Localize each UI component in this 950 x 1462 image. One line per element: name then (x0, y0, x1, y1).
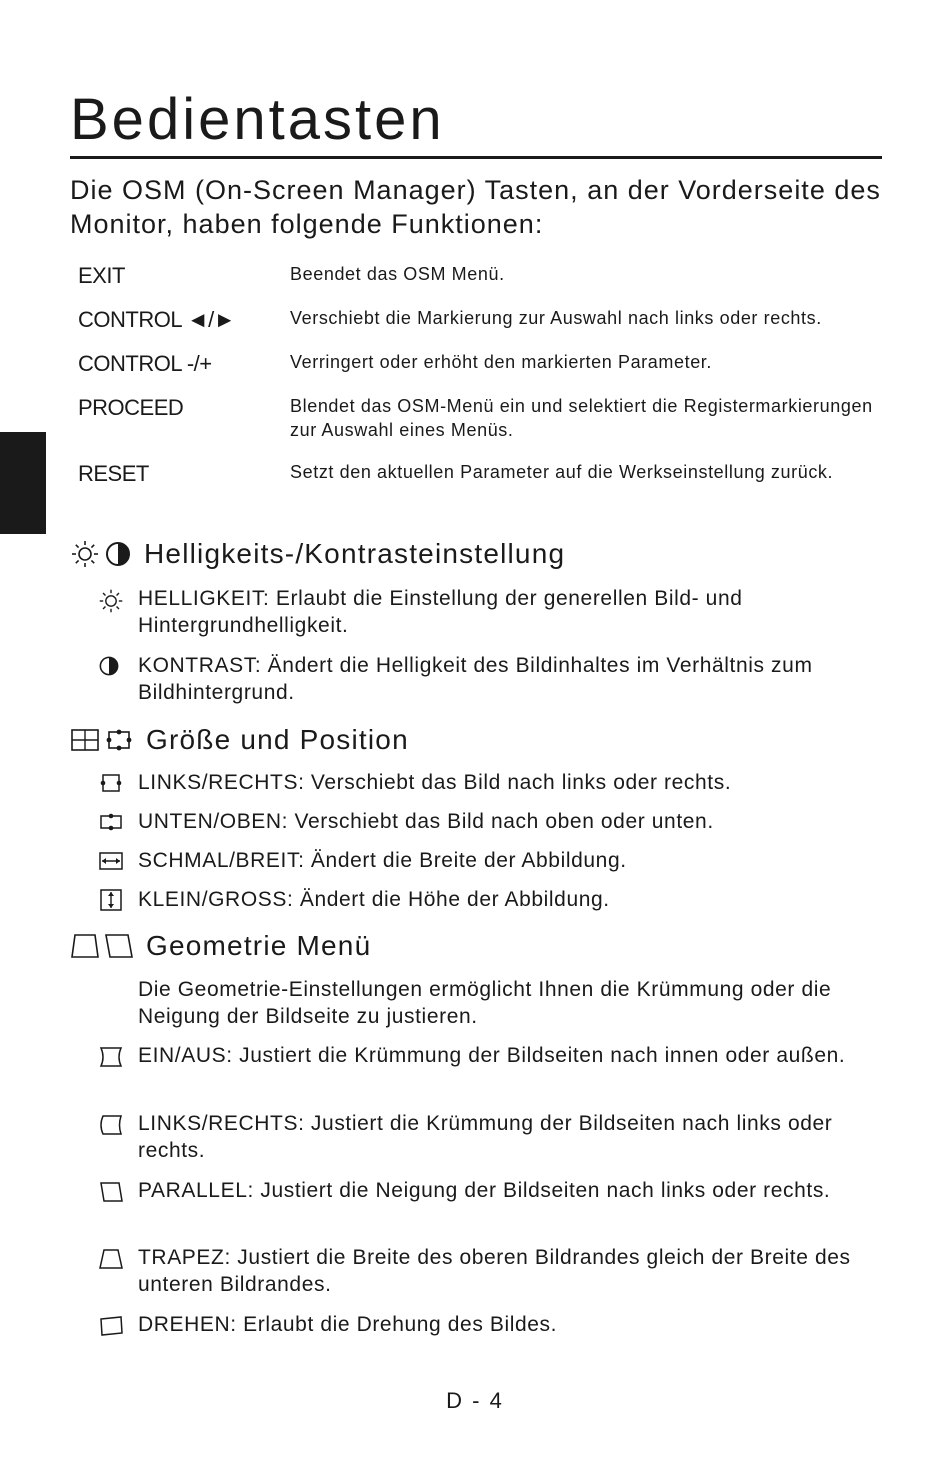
parallelogram-icon (104, 932, 134, 960)
half-circle-icon (98, 655, 120, 677)
page-title: Bedientasten (70, 87, 445, 152)
key-description: Blendet das OSM-Menü ein und selektiert die Registermarkierungen zur Auswahl eines Menüs. (290, 396, 873, 440)
key-name: PROCEED (78, 395, 184, 420)
half-circle-icon (104, 540, 132, 568)
item-text: LINKS/RECHTS: Verschiebt das Bild nach links oder rechts. (138, 771, 732, 794)
sun-icon (98, 588, 124, 614)
position-icon (104, 727, 134, 753)
item-text: KONTRAST: Ändert die Helligkeit des Bildinhaltes im Verhältnis zum Bildhintergrund. (138, 654, 813, 704)
section-edge-tab (0, 432, 46, 534)
rotate-icon (98, 1314, 124, 1338)
size-icon (70, 727, 100, 753)
section-title: Helligkeits-/Kontrasteinstellung (144, 538, 566, 569)
item-text: SCHMAL/BREIT: Ändert die Breite der Abbildung. (138, 849, 627, 872)
key-name: EXIT (78, 263, 125, 288)
horizontal-size-icon (98, 850, 124, 872)
list-item (98, 1244, 888, 1298)
key-row (78, 350, 888, 376)
trapezoid-icon (70, 932, 100, 960)
horizontal-position-icon (98, 772, 124, 794)
intro-text: Die OSM (On-Screen Manager) Tasten, an der Vorderseite des Monitor, haben folgende Funktionen: (70, 175, 881, 239)
section-title: Größe und Position (146, 724, 409, 755)
key-row (78, 460, 888, 486)
item-text: DREHEN: Erlaubt die Drehung des Bildes. (138, 1313, 558, 1336)
item-text: TRAPEZ: Justiert die Breite des oberen Bildrandes gleich der Breite des unteren Bildrandes. (138, 1246, 851, 1296)
page-number: D - 4 (446, 1388, 504, 1413)
key-name: CONTROL ◄/► (78, 307, 236, 332)
list-item (98, 847, 888, 877)
list-item (98, 769, 888, 799)
list-item (98, 1110, 888, 1164)
key-description: Beendet das OSM Menü. (290, 264, 505, 284)
key-description: Verringert oder erhöht den markierten Parameter. (290, 352, 713, 372)
pin-balance-icon (98, 1113, 124, 1137)
vertical-size-icon (98, 889, 124, 911)
section-brightness-heading (70, 538, 565, 570)
pincushion-icon (98, 1045, 124, 1069)
key-row (78, 306, 888, 332)
parallelogram-icon (98, 1180, 124, 1204)
trapezoid-icon (98, 1247, 124, 1271)
item-text: LINKS/RECHTS: Justiert die Krümmung der Bildseiten nach links oder rechts. (138, 1112, 833, 1162)
key-row (78, 262, 888, 288)
key-row (78, 394, 888, 442)
list-item (98, 886, 888, 916)
key-name: CONTROL -/+ (78, 351, 212, 376)
list-item (98, 1042, 888, 1074)
item-text: EIN/AUS: Justiert die Krümmung der Bildseiten nach innen oder außen. (138, 1044, 846, 1067)
key-table (78, 262, 888, 504)
section-size-heading (70, 724, 409, 756)
section-title: Geometrie Menü (146, 930, 372, 961)
key-name: RESET (78, 461, 149, 486)
list-item (98, 1177, 888, 1209)
list-item (98, 1311, 888, 1343)
list-item (98, 585, 888, 639)
sun-icon (70, 539, 100, 569)
title-rule (70, 156, 882, 159)
item-text: UNTEN/OBEN: Verschiebt das Bild nach oben oder unten. (138, 810, 714, 833)
list-item (98, 808, 888, 838)
vertical-position-icon (98, 811, 124, 833)
item-text: PARALLEL: Justiert die Neigung der Bildseiten nach links oder rechts. (138, 1179, 831, 1202)
item-text: KLEIN/GROSS: Ändert die Höhe der Abbildung. (138, 888, 610, 911)
key-description: Verschiebt die Markierung zur Auswahl nach links oder rechts. (290, 308, 822, 328)
key-description: Setzt den aktuellen Parameter auf die Werkseinstellung zurück. (290, 462, 834, 482)
section-geometry-intro: Die Geometrie-Einstellungen ermöglicht Ihnen die Krümmung oder die Neigung der Bildseite zu justieren. (138, 978, 832, 1028)
section-geometry-heading (70, 930, 371, 962)
list-item (98, 652, 888, 706)
item-text: HELLIGKEIT: Erlaubt die Einstellung der generellen Bild- und Hintergrundhelligkeit. (138, 587, 743, 637)
